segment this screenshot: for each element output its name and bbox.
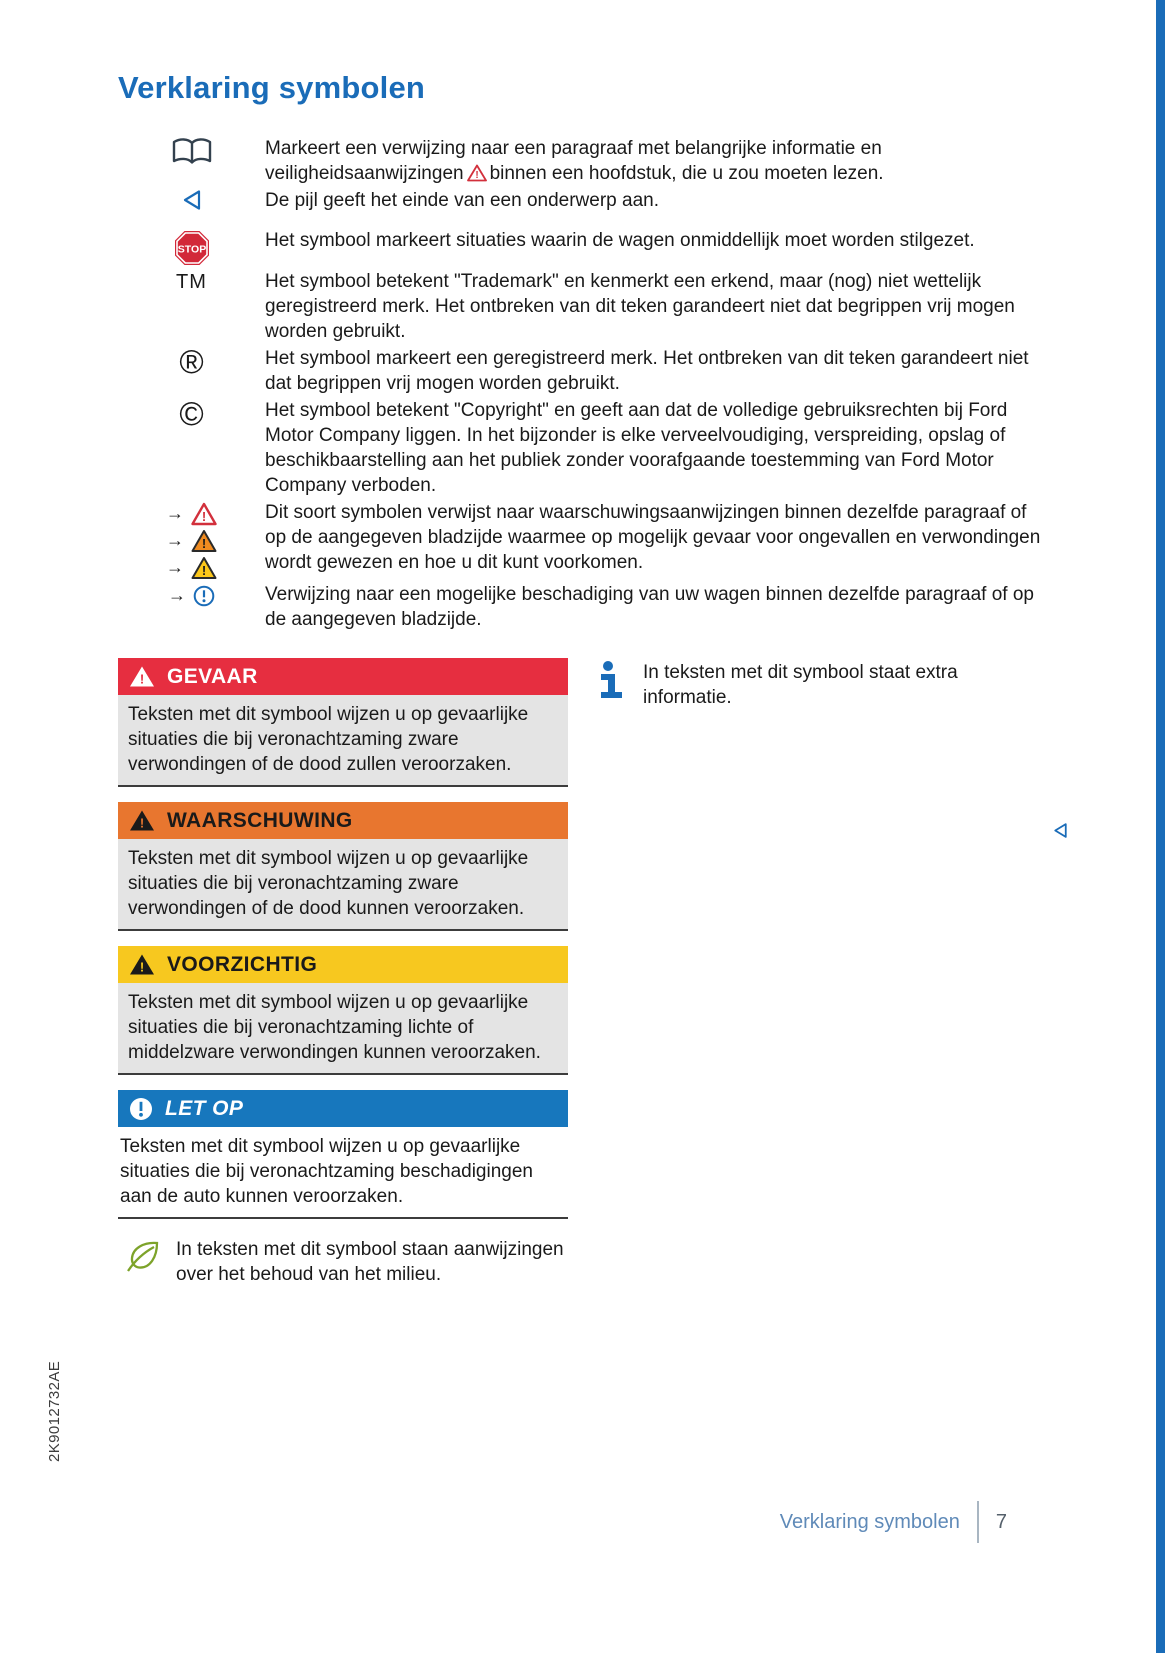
- topic-end-marker-icon: [1053, 822, 1068, 844]
- warning-ref-line: [166, 501, 217, 526]
- warning-triangle-orange-icon: [191, 529, 217, 553]
- registered-glyph: ®: [179, 343, 204, 380]
- left-column: [118, 658, 568, 1287]
- arrow-right-icon: →: [168, 585, 186, 605]
- danger-box-text: Teksten met dit symbool wijzen u op gevaarlijke situaties die bij veronachtzaming zware verwondingen of de dood zullen veroorzaken.: [118, 695, 568, 787]
- trademark-glyph: TM: [176, 271, 207, 293]
- info-icon: [598, 660, 628, 700]
- svg-text:!: !: [474, 170, 479, 181]
- registered-symbol: [118, 343, 265, 396]
- legend-text-trademark: Het symbool betekent "Trademark" en kenmerkt een erkend, maar (nog) niet wettelijk geregistreerd merk. Het ontbreken van dit teken garandeert niet dat begrippen vrij mogen worden gebruikt.: [265, 271, 1015, 342]
- legend-text-damage-ref: Verwijzing naar een mogelijke beschadiging van uw wagen binnen dezelfde paragraaf of op de aangegeven bladzijde.: [265, 584, 1034, 630]
- caution-box-header: [118, 946, 568, 983]
- damage-exclamation-circle-icon: [193, 585, 215, 607]
- legend-text-stop: Het symbool markeert situaties waarin de wagen onmiddellijk moet worden stilgezet.: [265, 230, 975, 251]
- right-column: [598, 658, 1050, 1287]
- warning-box-label: WAARSCHUWING: [167, 808, 353, 832]
- legend-row-stop: [118, 228, 1050, 267]
- info-note-text: In teksten met dit symbool staat extra informatie.: [643, 662, 958, 708]
- svg-text:!: !: [201, 535, 207, 551]
- legend-text-warning-refs: Dit soort symbolen verwijst naar waarschuwingsaanwijzingen binnen dezelfde paragraaf of op de aangegeven bladzijde waarmee op mogelijk gevaar voor ongevallen en verwondingen wordt gewezen en hoe u dit kunt voorkomen.: [265, 502, 1041, 573]
- warning-ref-line: [166, 528, 217, 553]
- legend-row-copyright: [118, 395, 1050, 498]
- legend-row-registered: [118, 343, 1050, 396]
- open-book-icon: [118, 136, 265, 186]
- symbol-legend: [118, 136, 1050, 634]
- danger-box-header: [118, 658, 568, 695]
- legend-text-registered: Het symbool markeert een geregistreerd merk. Het ontbreken van dit teken garandeert niet dat begrippen vrij mogen worden gebruikt.: [265, 348, 1029, 394]
- danger-box-label: GEVAAR: [167, 664, 258, 688]
- notice-box-text: Teksten met dit symbool wijzen u op gevaarlijke situaties die bij veronachtzaming beschadigingen aan de auto kunnen veroorzaken.: [118, 1127, 568, 1219]
- arrow-right-icon: →: [166, 557, 184, 577]
- arrow-right-icon: →: [166, 530, 184, 550]
- caution-box: [118, 946, 568, 1075]
- exclamation-circle-icon: [129, 1097, 153, 1121]
- spine-code: 2K9012732AE: [46, 1360, 63, 1462]
- notice-box: [118, 1090, 568, 1219]
- notice-box-header: [118, 1090, 568, 1127]
- legend-text-part: binnen een hoofdstuk, die u zou moeten lezen.: [489, 163, 884, 184]
- damage-ref-icon-group: [118, 582, 265, 632]
- legend-row-damage-ref: [118, 582, 1050, 632]
- warning-triangle-red-icon: [191, 502, 217, 526]
- legend-row-topic-end: [118, 188, 1050, 213]
- legend-row-reference: [118, 136, 1050, 186]
- trademark-symbol: [118, 269, 265, 344]
- info-note: [598, 658, 1050, 710]
- warning-triangle-inline-icon: [467, 164, 487, 182]
- svg-text:!: !: [139, 815, 145, 831]
- svg-text:!: !: [139, 671, 145, 687]
- columns: [118, 658, 1050, 1287]
- legend-text-copyright: Het symbool betekent "Copyright" en geeft aan dat de volledige gebruiksrechten bij Ford Motor Company liggen. In het bijzonder is elke verveelvoudiging, verspreiding, opslag of beschikbaarstelling aan het publiek zonder voorafgaande toestemming van Ford Motor Company verboden.: [265, 400, 1008, 496]
- caution-box-text: Teksten met dit symbool wijzen u op gevaarlijke situaties die bij veronachtzaming lichte of middelzware verwondingen kunnen veroorzaken.: [118, 983, 568, 1075]
- warning-ref-line: [166, 555, 217, 580]
- legend-text-reference: [265, 136, 1050, 186]
- arrow-right-icon: →: [166, 503, 184, 523]
- warning-triangle-icon: [129, 953, 155, 976]
- eco-note-text: In teksten met dit symbool staan aanwijzingen over het behoud van het milieu.: [176, 1239, 564, 1285]
- damage-ref-line: [168, 583, 215, 608]
- footer-section-label: Verklaring symbolen: [779, 1510, 960, 1533]
- legend-text-topic-end: De pijl geeft het einde van een onderwerp aan.: [265, 190, 659, 211]
- page-footer: [780, 1501, 1007, 1543]
- legend-row-trademark: [118, 269, 1050, 344]
- warning-triangle-yellow-icon: [191, 556, 217, 580]
- svg-text:!: !: [201, 562, 207, 578]
- svg-text:!: !: [139, 959, 145, 975]
- stop-sign-icon: [118, 228, 265, 267]
- warning-triangle-icon: [129, 665, 155, 688]
- warning-box: [118, 802, 568, 931]
- caution-box-label: VOORZICHTIG: [167, 952, 318, 976]
- page-edge-bar: [1156, 0, 1165, 1653]
- footer-page-number: 7: [995, 1510, 1007, 1533]
- notice-box-label: LET OP: [165, 1096, 244, 1120]
- copyright-symbol: [118, 395, 265, 498]
- stop-sign-label: STOP: [177, 243, 206, 256]
- page-title: Verklaring symbolen: [118, 70, 426, 105]
- copyright-glyph: ©: [179, 395, 204, 432]
- warning-triangles-stack: [118, 500, 265, 580]
- footer-divider: [977, 1501, 979, 1543]
- topic-end-triangle-icon: [118, 188, 265, 213]
- leaf-icon: [124, 1240, 164, 1274]
- legend-row-warning-refs: [118, 500, 1050, 580]
- warning-box-text: Teksten met dit symbool wijzen u op gevaarlijke situaties die bij veronachtzaming zware verwondingen of de dood kunnen veroorzaken.: [118, 839, 568, 931]
- legend-text-part: Markeert een verwijzing naar een paragraaf met belangrijke informatie en veiligheidsaanwijzingen: [265, 138, 882, 184]
- warning-triangle-icon: [129, 809, 155, 832]
- eco-note: [118, 1237, 568, 1287]
- danger-box: [118, 658, 568, 787]
- warning-box-header: [118, 802, 568, 839]
- svg-text:!: !: [201, 508, 207, 524]
